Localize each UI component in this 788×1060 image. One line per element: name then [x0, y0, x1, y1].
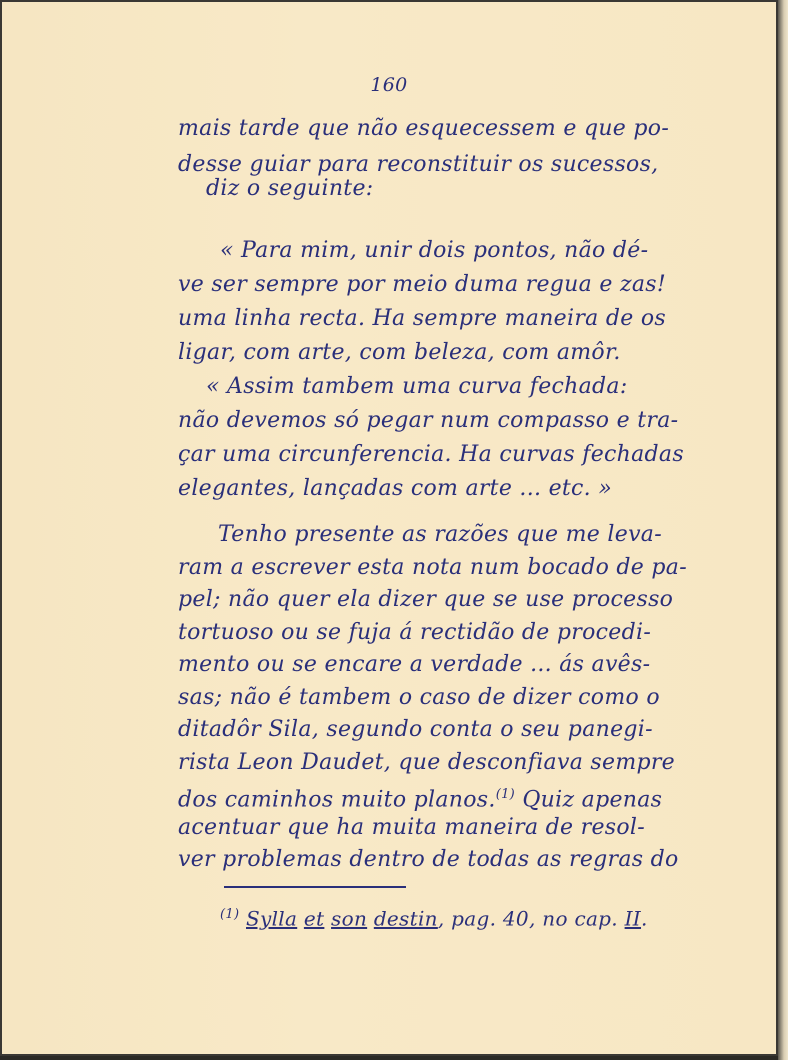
body-line-4: « Para mim, unir dois pontos, não dé- — [220, 238, 649, 263]
body-line-14: pel; não quer ela dizer que se use processo — [178, 587, 674, 612]
footnote — [220, 900, 648, 934]
body-line-2: desse guiar para reconstituir os sucessos, — [178, 152, 659, 177]
body-line-18: ditadôr Sila, segundo conta o seu panegi- — [178, 717, 653, 742]
body-line-23: ver problemas dentro de todas as regras do — [178, 847, 679, 872]
footnote-title-word-3: son — [331, 906, 368, 931]
body-line-21: acentuar que ha muita maneira de resol- — [178, 814, 645, 840]
body-line-15: tortuoso ou se fuja á rectidão de procedi- — [178, 619, 652, 645]
page-number: 160 — [370, 74, 408, 96]
adjacent-page-edge — [778, 0, 788, 1060]
body-line-17: sas; não é tambem o caso de dizer como o — [178, 684, 660, 710]
body-line-1: mais tarde que não esquecessem e que po- — [178, 116, 670, 141]
body-line-10: çar uma circunferencia. Ha curvas fechadas — [178, 442, 684, 467]
body-line-3: diz o seguinte: — [206, 176, 374, 201]
footnote-reference-marker: (1) — [495, 787, 516, 802]
body-line-8: « Assim tambem uma curva fechada: — [206, 374, 628, 399]
body-line-20-continuation: Quiz apenas — [522, 787, 663, 813]
body-line-7: ligar, com arte, com beleza, com amôr. — [178, 340, 621, 365]
body-line-16: mento ou se encare a verdade ... ás avês- — [178, 652, 651, 677]
footnote-title-word-1: Sylla — [246, 906, 298, 931]
body-line-9: não devemos só pegar num compasso e tra- — [178, 408, 679, 433]
body-line-5: ve ser sempre por meio duma regua e zas! — [178, 272, 667, 297]
footnote-title-word-4: destin — [373, 906, 438, 931]
footnote-citation: , pag. 40, no cap. — [437, 906, 618, 931]
body-line-13: ram a escrever esta nota num bocado de pa- — [178, 554, 687, 580]
body-line-6: uma linha recta. Ha sempre maneira de os — [178, 306, 666, 331]
body-line-12: Tenho presente as razões que me leva- — [218, 522, 662, 547]
footnote-end: . — [641, 906, 648, 931]
body-line-20-text: dos caminhos muito planos. — [178, 787, 496, 813]
footnote-title-word-2: et — [303, 906, 325, 931]
body-line-19: rista Leon Daudet, que desconfiava sempre — [178, 749, 675, 775]
body-line-11: elegantes, lançadas com arte ... etc. » — [178, 476, 613, 501]
body-line-20 — [178, 780, 662, 815]
footnote-chapter: II — [624, 906, 642, 931]
footnote-rule — [224, 886, 406, 888]
footnote-marker: (1) — [220, 907, 240, 922]
